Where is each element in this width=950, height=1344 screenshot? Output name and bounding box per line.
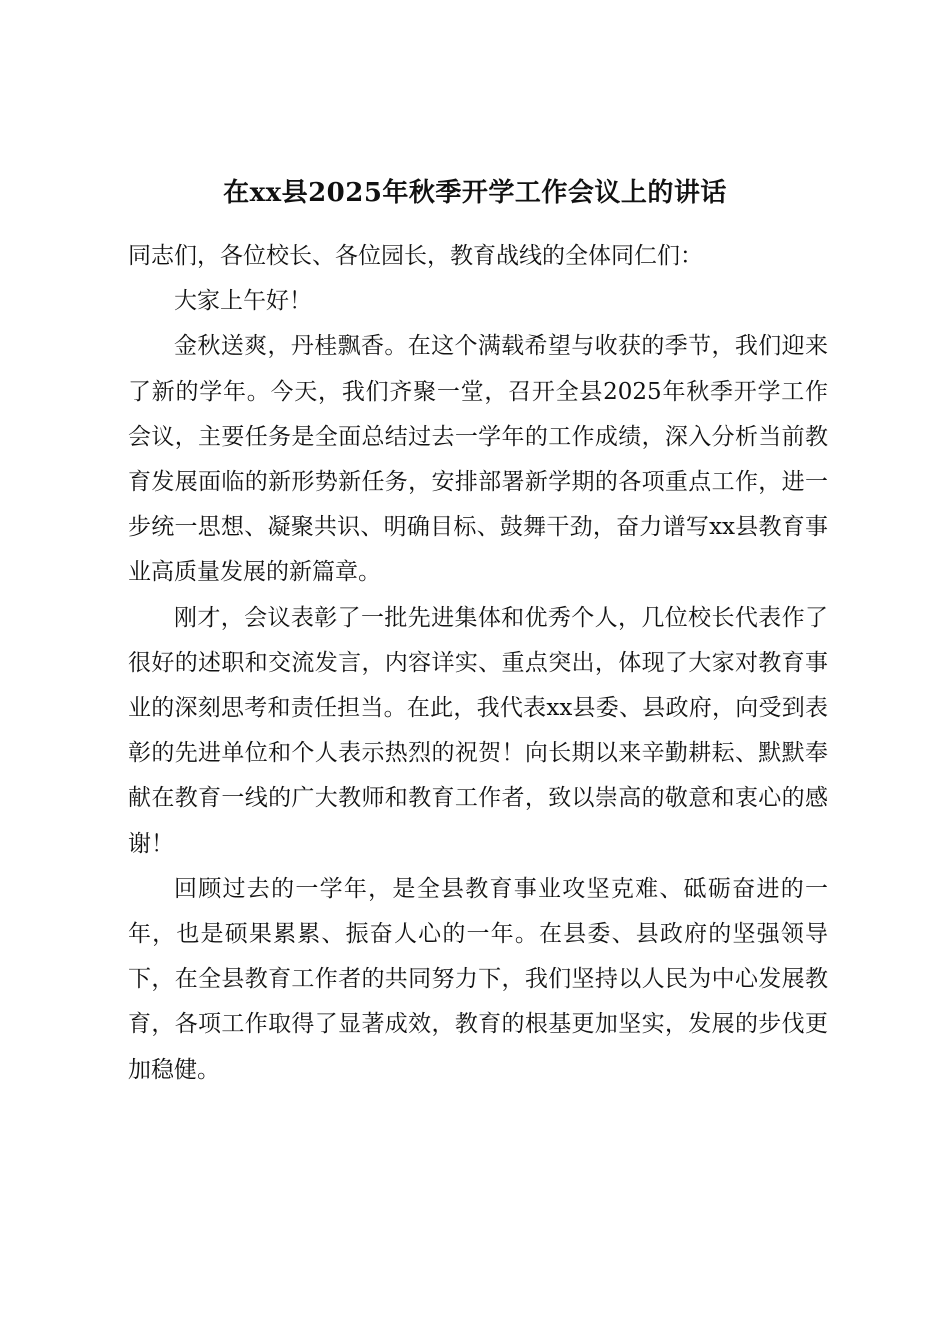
paragraph-greeting: 大家上午好！ (174, 288, 312, 315)
paragraph-commendation: 刚才，会议表彰了一批先进集体和优秀个人，几位校长代表作了很好的述职和交流发言，内容详实、重点突出，体现了大家对教育事业的深刻思考和责任担当。在此，我代表xx县委、县政府，向受到表彰的先进单位和个人表示热烈的祝贺！向长期以来辛勤耕耘、默默奉献在教育一线的广大教师和教育工作者，致以崇高的敬意和衷心的感谢！ (128, 604, 828, 857)
document-body (128, 234, 828, 1093)
paragraph-review: 回顾过去的一学年，是全县教育事业攻坚克难、砥砺奋进的一年，也是硕果累累、振奋人心的一年。在县委、县政府的坚强领导下，在全县教育工作者的共同努力下，我们坚持以人民为中心发展教育，各项工作取得了显著成效，教育的根基更加坚实，发展的步伐更加稳健。 (128, 875, 828, 1083)
paragraph-opening: 金秋送爽，丹桂飘香。在这个满载希望与收获的季节，我们迎来了新的学年。今天，我们齐聚一堂，召开全县2025年秋季开学工作会议，主要任务是全面总结过去一学年的工作成绩，深入分析当前教育发展面临的新形势新任务，安排部署新学期的各项重点工作，进一步统一思想、凝聚共识、明确目标、鼓舞干劲，奋力谱写xx县教育事业高质量发展的新篇章。 (128, 333, 828, 586)
salutation: 同志们，各位校长、各位园长，教育战线的全体同仁们： (128, 243, 703, 269)
document-title: 在xx县2025年秋季开学工作会议上的讲话 (223, 178, 727, 208)
